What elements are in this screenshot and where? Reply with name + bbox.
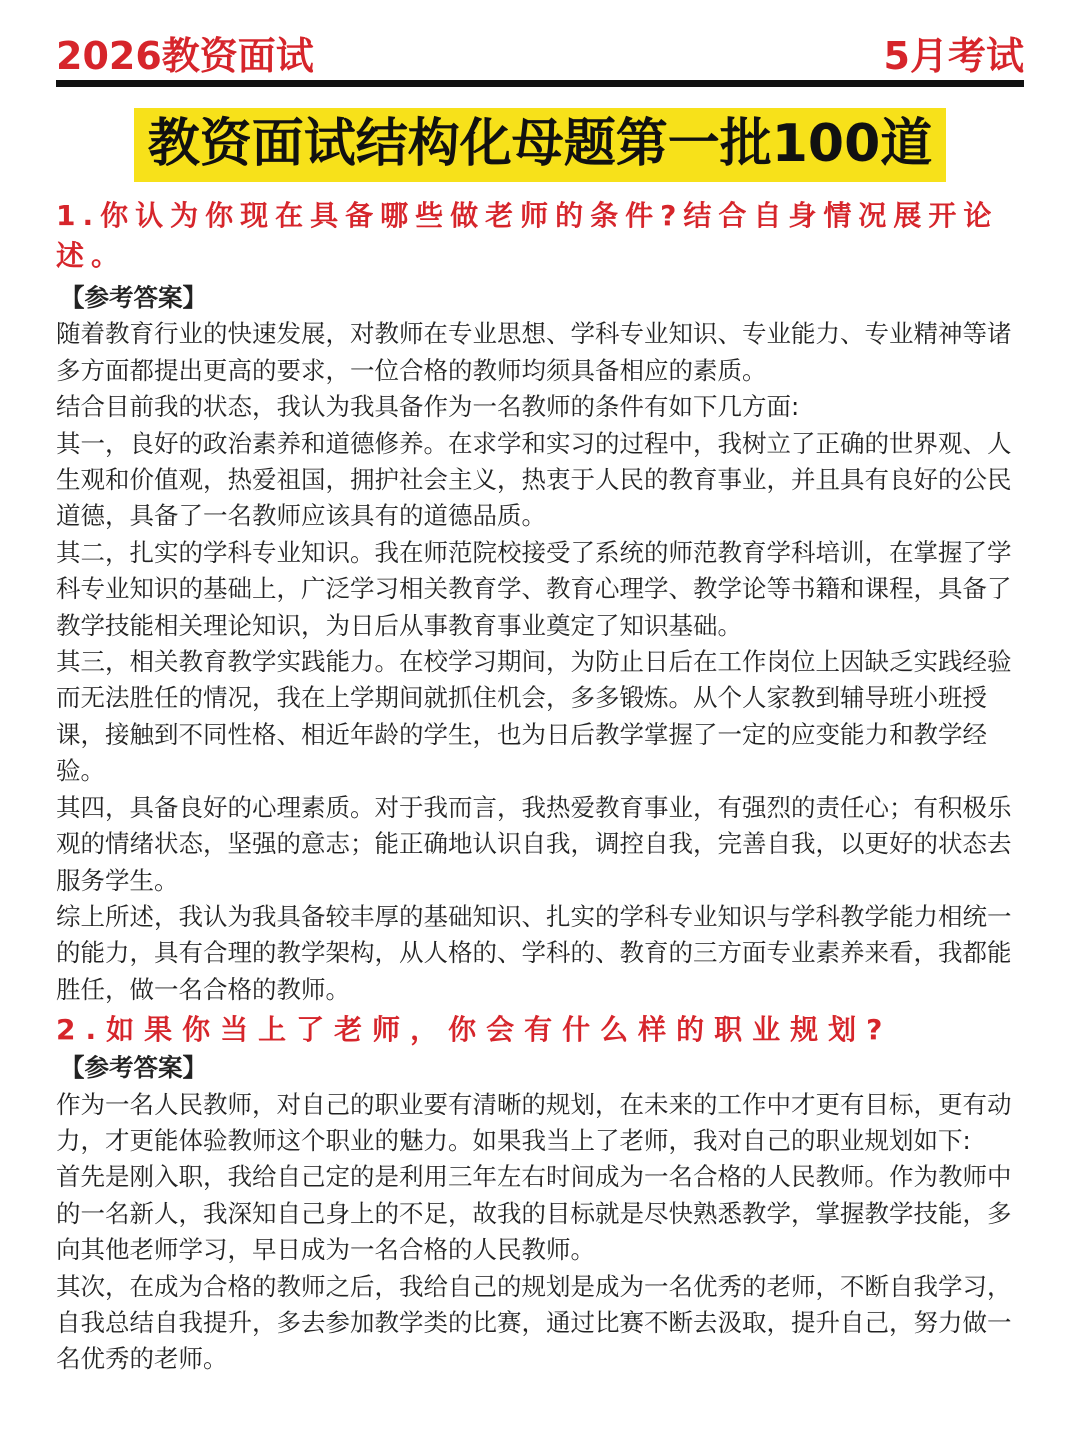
answer-2-paragraph-1: 作为一名人民教师，对自己的职业要有清晰的规划，在未来的工作中才更有目标，更有动力，才更能体验教师这个职业的魅力。如果我当上了老师，我对自己的职业规划如下: xyxy=(56,1089,1012,1155)
title-banner xyxy=(0,108,1080,182)
answer-label-1: 【参考答案】 xyxy=(60,283,207,312)
answer-1-paragraph-3: 其一，良好的政治素养和道德修养。在求学和实习的过程中，我树立了正确的世界观、人生观和价值观，热爱祖国，拥护社会主义，热衷于人民的教育事业，并且具有良好的公民道德，具备了一名教师应该具有的道德品质。 xyxy=(56,428,1012,531)
header-left-label: 2026教资面试 xyxy=(56,33,314,78)
header-divider xyxy=(56,80,1024,87)
answer-1-paragraph-4: 其二，扎实的学科专业知识。我在师范院校接受了系统的师范教育学科培训，在掌握了学科专业知识的基础上，广泛学习相关教育学、教育心理学、教学论等书籍和课程，具备了教学技能相关理论知识，为日后从事教育事业奠定了知识基础。 xyxy=(56,537,1012,640)
article-body xyxy=(56,196,1028,1378)
header-bar xyxy=(56,24,1024,80)
answer-label-2: 【参考答案】 xyxy=(60,1053,207,1083)
page-title: 教资面试结构化母题第一批100道 xyxy=(134,108,947,182)
answer-1-paragraph-1: 随着教育行业的快速发展，对教师在专业思想、学科专业知识、专业能力、专业精神等诸多方面都提出更高的要求，一位合格的教师均须具备相应的素质。 xyxy=(56,319,1012,385)
answer-1-paragraph-5: 其三，相关教育教学实践能力。在校学习期间，为防止日后在工作岗位上因缺乏实践经验而无法胜任的情况，我在上学期间就抓住机会，多多锻炼。从个人家教到辅导班小班授课，接触到不同性格、相近年龄的学生，也为日后教学掌握了一定的应变能力和教学经验。 xyxy=(56,647,1012,786)
answer-1-paragraph-6: 其四，具备良好的心理素质。对于我而言，我热爱教育事业，有强烈的责任心；有积极乐观的情绪状态，坚强的意志；能正确地认识自我，调控自我，完善自我，以更好的状态去服务学生。 xyxy=(56,792,1012,895)
question-1-heading: 1.你认为你现在具备哪些做老师的条件?结合自身情况展开论述。 xyxy=(56,199,999,272)
answer-2-paragraph-2: 首先是刚入职，我给自己定的是利用三年左右时间成为一名合格的人民教师。作为教师中的一名新人，我深知自己身上的不足，故我的目标就是尽快熟悉教学，掌握教学技能，多向其他老师学习，早日成为一名合格的人民教师。 xyxy=(56,1162,1012,1265)
answer-1-paragraph-7: 综上所述，我认为我具备较丰厚的基础知识、扎实的学科专业知识与学科教学能力相统一的能力，具有合理的教学架构，从人格的、学科的、教育的三方面专业素养来看，我都能胜任，做一名合格的教师。 xyxy=(56,901,1012,1004)
answer-2-paragraph-3: 其次，在成为合格的教师之后，我给自己的规划是成为一名优秀的老师，不断自我学习，自我总结自我提升，多去参加教学类的比赛，通过比赛不断去汲取，提升自己，努力做一名优秀的老师。 xyxy=(56,1271,1012,1374)
question-2-heading: 2.如果你当上了老师，你会有什么样的职业规划? xyxy=(56,1013,893,1047)
header-right-label: 5月考试 xyxy=(883,33,1024,78)
answer-1-paragraph-2: 结合目前我的状态，我认为我具备作为一名教师的条件有如下几方面: xyxy=(56,392,800,422)
